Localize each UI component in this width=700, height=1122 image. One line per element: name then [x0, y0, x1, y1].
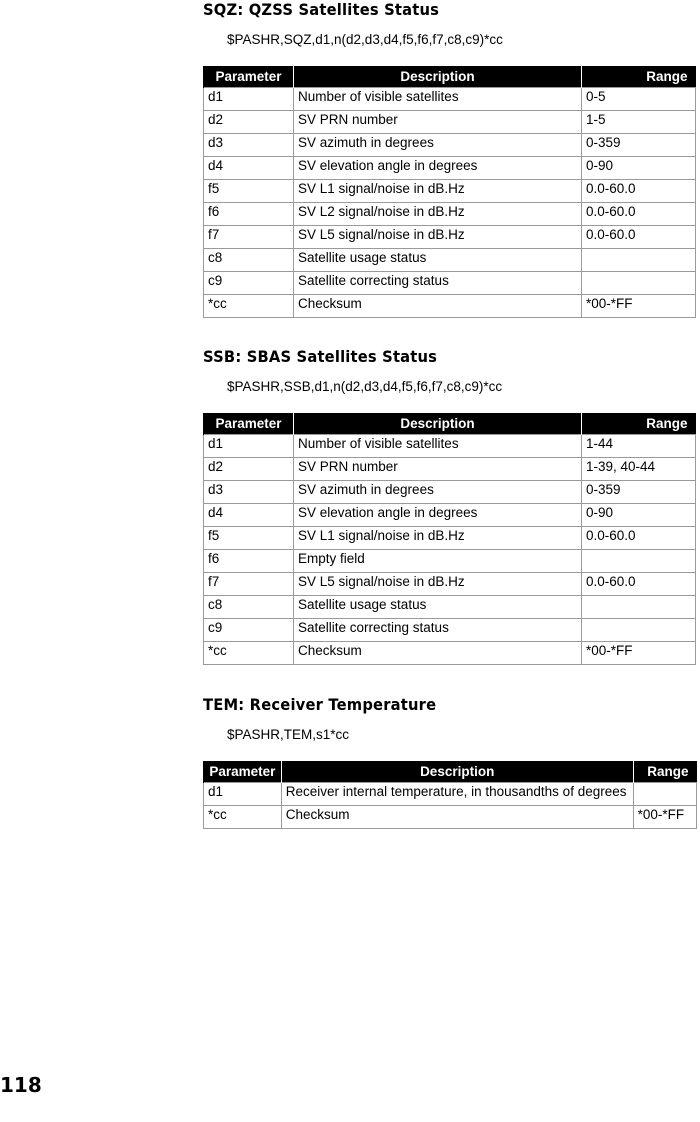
cell-description: Checksum: [294, 642, 582, 665]
cell-parameter: d3: [204, 481, 294, 504]
cell-range: [582, 619, 696, 642]
table-row: [204, 180, 696, 203]
cell-range: *00-*FF: [582, 642, 696, 665]
cell-description: Checksum: [281, 806, 633, 829]
table-row: [204, 295, 696, 318]
section-heading: SQZ: QZSS Satellites Status: [203, 0, 440, 19]
cell-range: 0-90: [582, 157, 696, 180]
column-header-parameter: Parameter: [204, 66, 294, 88]
cell-description: SV L2 signal/noise in dB.Hz: [294, 203, 582, 226]
cell-range: *00-*FF: [633, 806, 696, 829]
cell-range: 0.0-60.0: [582, 203, 696, 226]
table-row: [204, 642, 696, 665]
table-row: [204, 806, 697, 829]
cell-range: 1-5: [582, 111, 696, 134]
cell-range: *00-*FF: [582, 295, 696, 318]
table-row: [204, 111, 696, 134]
cell-description: Empty field: [294, 550, 582, 573]
table-row: [204, 619, 696, 642]
cell-description: Checksum: [294, 295, 582, 318]
cell-parameter: d1: [204, 435, 294, 458]
column-header-range: Range: [582, 413, 696, 435]
parameter-table: [203, 66, 696, 318]
cell-range: 1-39, 40-44: [582, 458, 696, 481]
table-row: [204, 596, 696, 619]
cell-description: SV azimuth in degrees: [294, 481, 582, 504]
cell-description: SV L5 signal/noise in dB.Hz: [294, 226, 582, 249]
cell-parameter: f5: [204, 180, 294, 203]
column-header-description: Description: [294, 413, 582, 435]
cell-description: Number of visible satellites: [294, 435, 582, 458]
column-header-range: Range: [582, 66, 696, 88]
cell-parameter: *cc: [204, 806, 282, 829]
table-row: [204, 249, 696, 272]
cell-description: Number of visible satellites: [294, 88, 582, 111]
cell-parameter: c9: [204, 272, 294, 295]
command-syntax: $PASHR,SSB,d1,n(d2,d3,d4,f5,f6,f7,c8,c9)*cc: [227, 379, 503, 394]
cell-parameter: c8: [204, 596, 294, 619]
cell-parameter: f7: [204, 226, 294, 249]
cell-range: [633, 783, 696, 806]
table-row: [204, 504, 696, 527]
cell-description: SV L5 signal/noise in dB.Hz: [294, 573, 582, 596]
cell-parameter: f6: [204, 203, 294, 226]
table-row: [204, 88, 696, 111]
cell-range: [582, 249, 696, 272]
table-row: [204, 157, 696, 180]
cell-range: 0-359: [582, 481, 696, 504]
page-number: 118: [0, 1073, 42, 1097]
cell-parameter: f6: [204, 550, 294, 573]
section-heading: SSB: SBAS Satellites Status: [203, 347, 438, 366]
cell-range: 0-5: [582, 88, 696, 111]
column-header-description: Description: [294, 66, 582, 88]
cell-parameter: d4: [204, 504, 294, 527]
cell-range: [582, 596, 696, 619]
cell-description: SV azimuth in degrees: [294, 134, 582, 157]
cell-parameter: d4: [204, 157, 294, 180]
cell-description: Satellite correcting status: [294, 619, 582, 642]
command-syntax: $PASHR,TEM,s1*cc: [227, 727, 350, 742]
table-row: [204, 573, 696, 596]
cell-range: [582, 550, 696, 573]
section-heading: TEM: Receiver Temperature: [203, 695, 437, 714]
table-header-row: [204, 761, 697, 783]
cell-parameter: f7: [204, 573, 294, 596]
cell-description: Satellite usage status: [294, 249, 582, 272]
cell-range: 0.0-60.0: [582, 527, 696, 550]
cell-parameter: d1: [204, 783, 282, 806]
table-row: [204, 458, 696, 481]
cell-parameter: *cc: [204, 295, 294, 318]
table-row: [204, 527, 696, 550]
cell-range: 0-359: [582, 134, 696, 157]
column-header-description: Description: [281, 761, 633, 783]
cell-parameter: c9: [204, 619, 294, 642]
cell-range: 0-90: [582, 504, 696, 527]
cell-description: SV L1 signal/noise in dB.Hz: [294, 180, 582, 203]
cell-parameter: f5: [204, 527, 294, 550]
table-header-row: [204, 66, 696, 88]
parameter-table: [203, 761, 697, 829]
table-row: [204, 435, 696, 458]
cell-range: 0.0-60.0: [582, 573, 696, 596]
command-syntax: $PASHR,SQZ,d1,n(d2,d3,d4,f5,f6,f7,c8,c9)*cc: [227, 32, 503, 47]
cell-description: SV elevation angle in degrees: [294, 157, 582, 180]
cell-parameter: d1: [204, 88, 294, 111]
cell-range: 1-44: [582, 435, 696, 458]
table-row: [204, 481, 696, 504]
table-row: [204, 203, 696, 226]
cell-description: SV elevation angle in degrees: [294, 504, 582, 527]
table-row: [204, 550, 696, 573]
cell-parameter: *cc: [204, 642, 294, 665]
parameter-table: [203, 413, 696, 665]
cell-range: [582, 272, 696, 295]
cell-description: SV L1 signal/noise in dB.Hz: [294, 527, 582, 550]
cell-description: Satellite usage status: [294, 596, 582, 619]
column-header-range: Range: [633, 761, 696, 783]
cell-range: 0.0-60.0: [582, 180, 696, 203]
cell-description: Receiver internal temperature, in thousandths of degrees: [281, 783, 633, 806]
cell-parameter: d2: [204, 458, 294, 481]
cell-description: Satellite correcting status: [294, 272, 582, 295]
column-header-parameter: Parameter: [204, 761, 282, 783]
cell-range: 0.0-60.0: [582, 226, 696, 249]
table-row: [204, 134, 696, 157]
cell-description: SV PRN number: [294, 111, 582, 134]
column-header-parameter: Parameter: [204, 413, 294, 435]
cell-parameter: c8: [204, 249, 294, 272]
table-header-row: [204, 413, 696, 435]
table-row: [204, 272, 696, 295]
cell-parameter: d3: [204, 134, 294, 157]
table-row: [204, 226, 696, 249]
cell-parameter: d2: [204, 111, 294, 134]
table-row: [204, 783, 697, 806]
cell-description: SV PRN number: [294, 458, 582, 481]
